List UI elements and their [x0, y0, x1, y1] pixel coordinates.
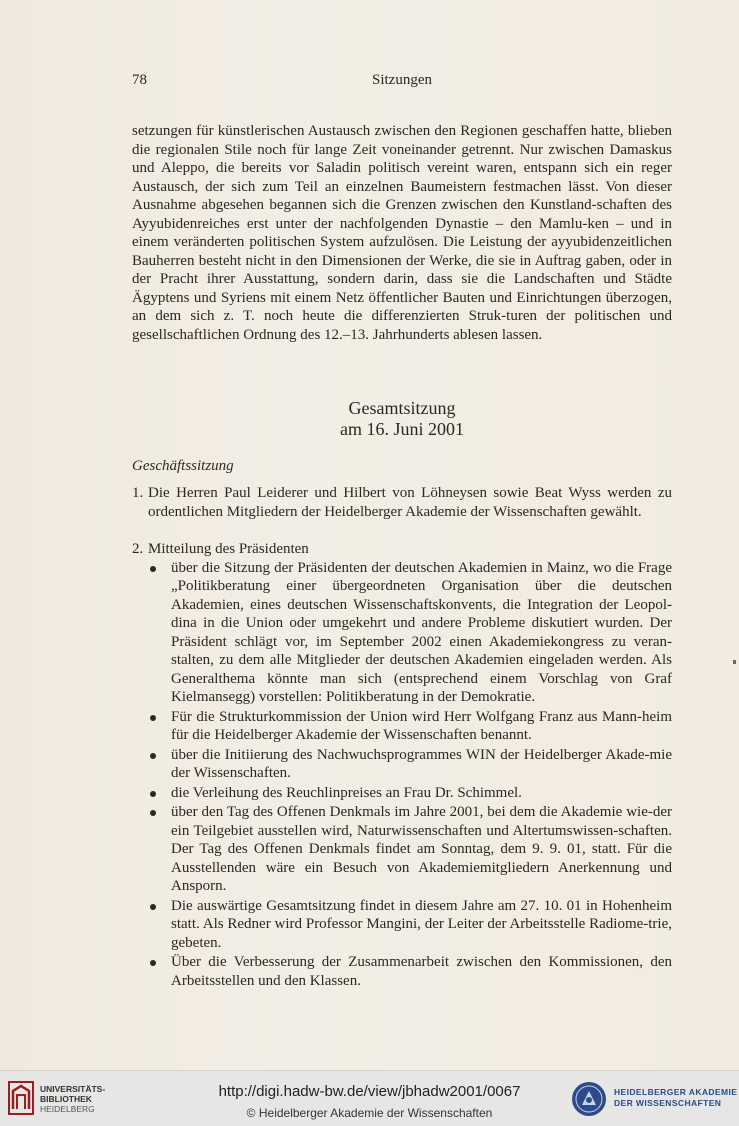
page-number: 78 [132, 72, 147, 88]
bullet-icon [150, 960, 156, 966]
bullet-icon [150, 566, 156, 572]
list-item [148, 803, 672, 896]
library-name-line2: BIBLIOTHEK [40, 1094, 92, 1104]
academy-name-line1: HEIDELBERGER AKADEMIE [614, 1087, 738, 1097]
viewer-footer [0, 1070, 739, 1126]
section-title-line1: Gesamtsitzung [348, 398, 456, 418]
scan-speck [733, 660, 736, 664]
agenda-item-number: 1. [132, 485, 144, 501]
agenda-item-1 [132, 484, 672, 521]
list-item-text: Für die Strukturkommission der Union wird Herr Wolfgang Franz aus Mann-heim für die Heidelberger Akademie der Wissenschaften benannt. [171, 708, 672, 743]
list-item [148, 708, 672, 745]
list-item [148, 784, 672, 803]
list-item-text: über den Tag des Offenen Denkmals im Jahre 2001, bei dem die Akademie wie-der ein Teilgebiet ausstellen wird, Naturwissenschaften und Altertumswissen-schaften. Der Tag des Offenen Denkmals findet am Sonntag, dem 9. 9. 01, statt. Für die Ausstellenden wäre ein Besuch von Akademiemitgliedern Anerkennung und Ansporn. [171, 804, 672, 894]
agenda-item-text: Die Herren Paul Leiderer und Hilbert von Löhneysen sowie Beat Wyss werden zu ordentlichen Mitgliedern der Heidelberger Akademie der Wissenschaften gewählt. [148, 485, 672, 520]
academy-name-line2: DER WISSENSCHAFTEN [614, 1098, 722, 1108]
library-name-line1: UNIVERSITÄTS- [40, 1084, 106, 1094]
list-item [148, 897, 672, 953]
running-header [132, 72, 672, 92]
academy-seal-icon[interactable] [571, 1081, 607, 1117]
section-title-line2: am 16. Juni 2001 [340, 419, 464, 439]
list-item-text: Über die Verbesserung der Zusammenarbeit zwischen den Kommissionen, den Arbeitsstellen und den Klassen. [171, 954, 672, 989]
bullet-icon [150, 753, 156, 759]
bullet-icon [150, 791, 156, 797]
agenda-item-2 [132, 540, 672, 991]
list-item [148, 559, 672, 707]
academy-name [614, 1087, 737, 1109]
bullet-icon [150, 904, 156, 910]
agenda-item-text: Mitteilung des Präsidenten [148, 541, 309, 557]
permalink-url[interactable]: http://digi.hadw-bw.de/view/jbhadw2001/0067 [218, 1083, 521, 1100]
intro-paragraph [132, 122, 672, 344]
copyright-notice: © Heidelberger Akademie der Wissenschaften [246, 1106, 493, 1120]
agenda-item-number: 2. [132, 541, 144, 557]
intro-text: setzungen für künstlerischen Austausch zwischen den Regionen geschaffen hatte, blieben die regionalen Stile noch für lange Zeit voneinander getrennt. Nur zwischen Damaskus und Aleppo, die bereits vor Saladin politisch vereint waren, entspann sich ein reger Austausch, der sich zum Teil an einzelnen Baumeistern festmachen lässt. Von dieser Ausnahme abgesehen begannen sich die Grenzen zwischen den Kunstland-schaften des Ayyubidenreiches erst unter der nachfolgenden Dynastie – den Mamlu-ken – und in einem veränderten politischen System aufzulösen. Die Leistung der ayyubidenzeitlichen Bauherren besteht nicht in den Dimensionen der Werke, die sie in Auftrag gaben, oder in der Pracht ihrer Ausstattung, sondern darin, dass sie die Landschaften und Städte Ägyptens und Syriens mit einem Netz öffentlicher Bauten und Einrichtungen überzogen, an dem sich z. T. noch heute die differenzierten Struk-turen der politischen und gesellschaftlichen Ordnung des 12.–13. Jahrhunderts ablesen lassen. [132, 123, 672, 343]
list-item-text: über die Initiierung des Nachwuchsprogrammes WIN der Heidelberger Akade-mie der Wissenschaften. [171, 746, 672, 781]
list-item-text: die Verleihung des Reuchlinpreises an Frau Dr. Schimmel. [171, 784, 522, 801]
list-item [148, 746, 672, 783]
section-title [132, 398, 672, 440]
bullet-icon [150, 810, 156, 816]
running-title: Sitzungen [372, 72, 432, 88]
list-item-text: über die Sitzung der Präsidenten der deutschen Akademien in Mainz, wo die Frage „Politikberatung einer übergeordneten Organisation über die deutschen Akademien, eines deutschen Wissenschaftskonvents, die Integration der Leopol-dina in die Union oder umgekehrt und andere Probleme diskutiert wurden. Der Präsident schlägt vor, im September 2002 einen Akademiekongress zu veran-stalten, zu dem alle Mitglieder der deutschen Akademien eingeladen werden. Als Generalthema könnte man sich (entsprechend einem Vorschlag von Graf Kielmansegg) vorstellen: Politikberatung in der Demokratie. [171, 559, 672, 705]
section-subheading: Geschäftssitzung [132, 458, 234, 474]
bullet-icon [150, 715, 156, 721]
library-name-line3: HEIDELBERG [40, 1104, 95, 1114]
list-item-text: Die auswärtige Gesamtsitzung findet in diesem Jahre am 27. 10. 01 in Hohenheim statt. Als Redner wird Professor Mangini, der Leiter der Arbeitsstelle Radiome-trie, gebeten. [171, 897, 672, 951]
list-item [148, 953, 672, 990]
announcement-list [148, 559, 672, 991]
